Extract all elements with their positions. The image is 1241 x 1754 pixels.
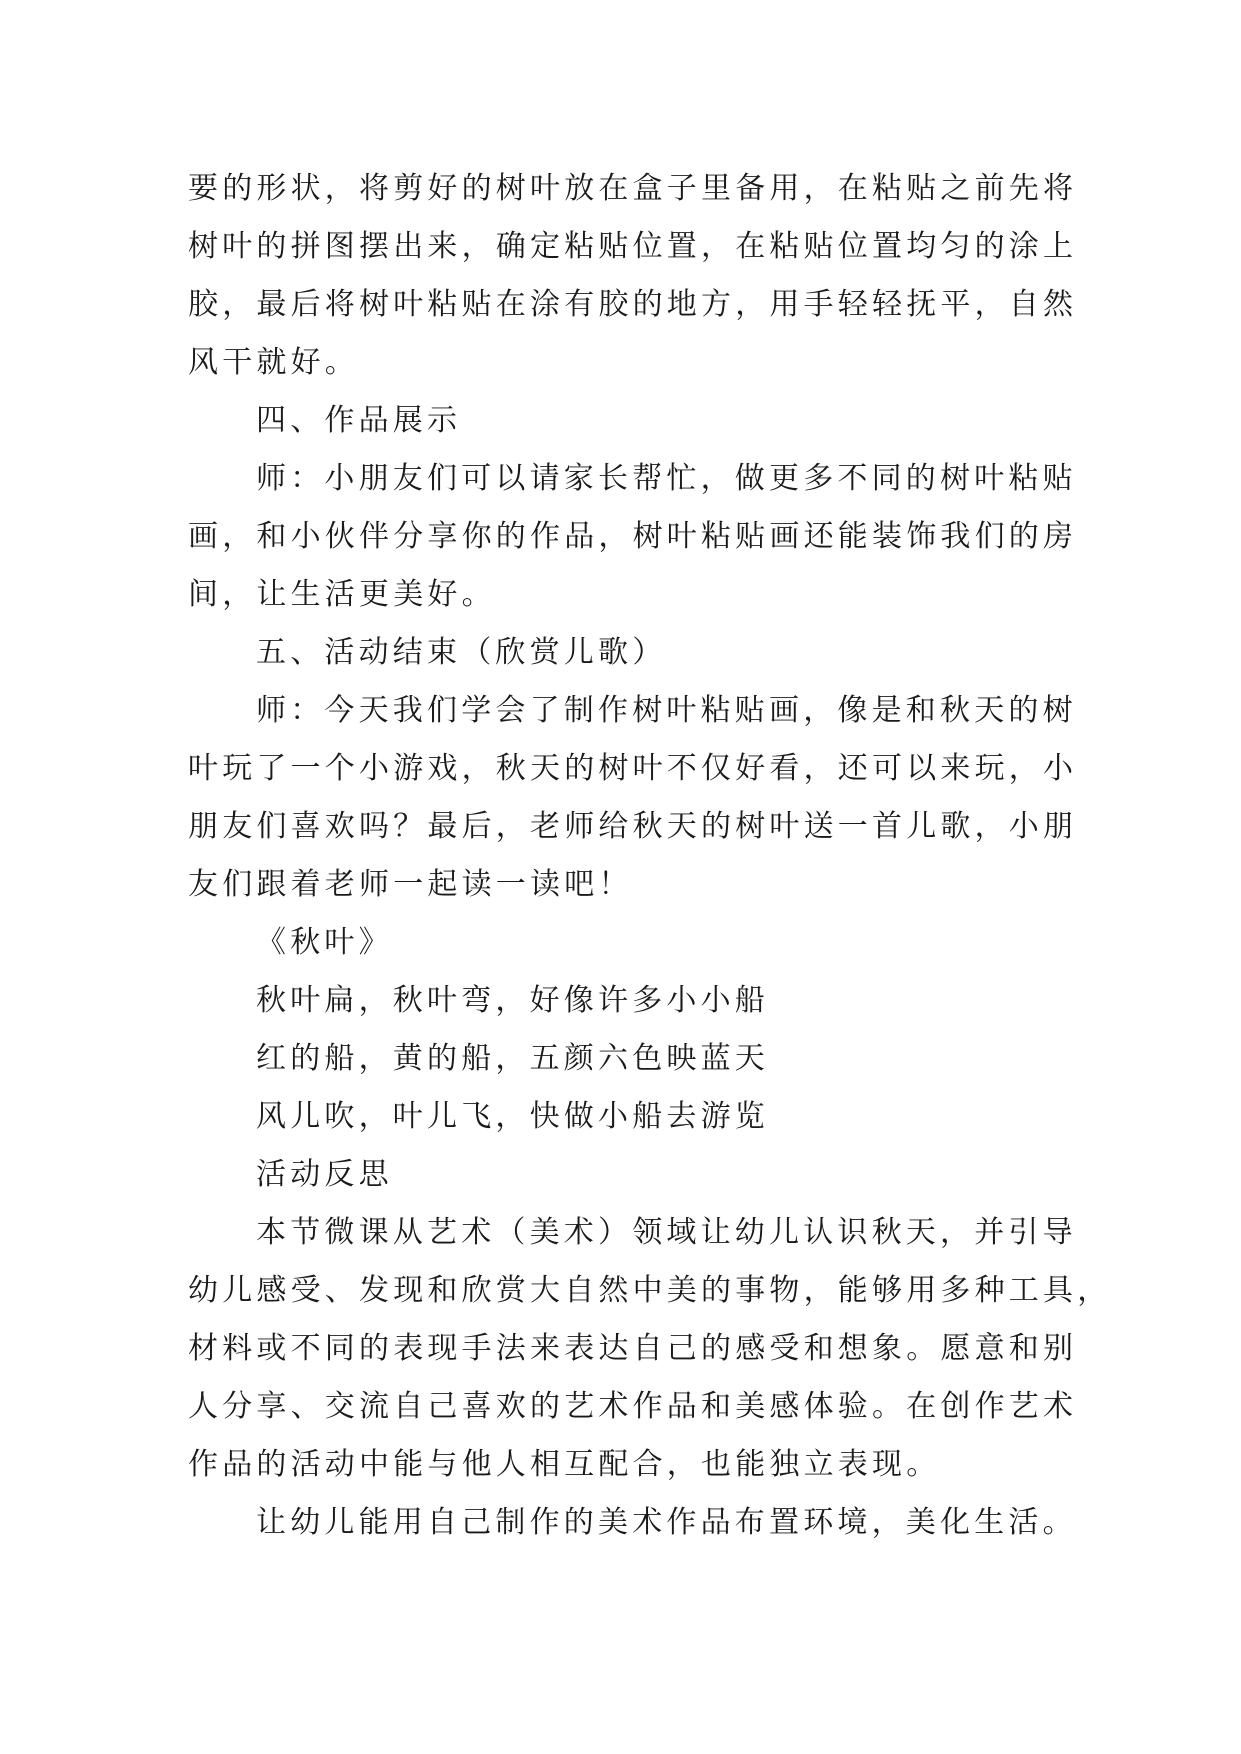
text-line: 风儿吹，叶儿飞，快做小船去游览 — [256, 1099, 769, 1134]
text-line: 朋友们喜欢吗？最后，老师给秋天的树叶送一首儿歌，小朋 — [188, 809, 1078, 844]
text-line: 要的形状，将剪好的树叶放在盒子里备用，在粘贴之前先将 — [188, 171, 1078, 206]
text-line: 人分享、交流自己喜欢的艺术作品和美感体验。在创作艺术 — [188, 1389, 1078, 1424]
text-line: 叶玩了一个小游戏，秋天的树叶不仅好看，还可以来玩，小 — [188, 751, 1078, 786]
text-line: 材料或不同的表现手法来表达自己的感受和想象。愿意和别 — [188, 1331, 1078, 1366]
text-line: 五、活动结束（欣赏儿歌） — [256, 635, 667, 670]
text-line: 秋叶扁，秋叶弯，好像许多小小船 — [256, 983, 769, 1018]
text-line: 红的船，黄的船，五颜六色映蓝天 — [256, 1041, 769, 1076]
text-line: 胶，最后将树叶粘贴在涂有胶的地方，用手轻轻抚平，自然 — [188, 287, 1078, 322]
text-line: 活动反思 — [256, 1157, 393, 1192]
text-line: 幼儿感受、发现和欣赏大自然中美的事物，能够用多种工具， — [188, 1273, 1112, 1308]
text-line: 四、作品展示 — [256, 403, 462, 438]
text-line: 间，让生活更美好。 — [188, 577, 496, 612]
text-line: 友们跟着老师一起读一读吧！ — [188, 867, 633, 902]
text-line: 让幼儿能用自己制作的美术作品布置环境，美化生活。 — [256, 1505, 1077, 1540]
text-line: 树叶的拼图摆出来，确定粘贴位置，在粘贴位置均匀的涂上 — [188, 229, 1078, 264]
text-line: 《秋叶》 — [256, 925, 393, 960]
text-line: 本节微课从艺术（美术）领域让幼儿认识秋天，并引导 — [256, 1215, 1077, 1250]
text-line: 作品的活动中能与他人相互配合，也能独立表现。 — [188, 1447, 941, 1482]
text-line: 画，和小伙伴分享你的作品，树叶粘贴画还能装饰我们的房 — [188, 519, 1078, 554]
document-body — [188, 160, 1112, 1552]
text-line: 师：小朋友们可以请家长帮忙，做更多不同的树叶粘贴 — [256, 461, 1077, 496]
text-line: 风干就好。 — [188, 345, 359, 380]
text-line: 师：今天我们学会了制作树叶粘贴画，像是和秋天的树 — [256, 693, 1077, 728]
